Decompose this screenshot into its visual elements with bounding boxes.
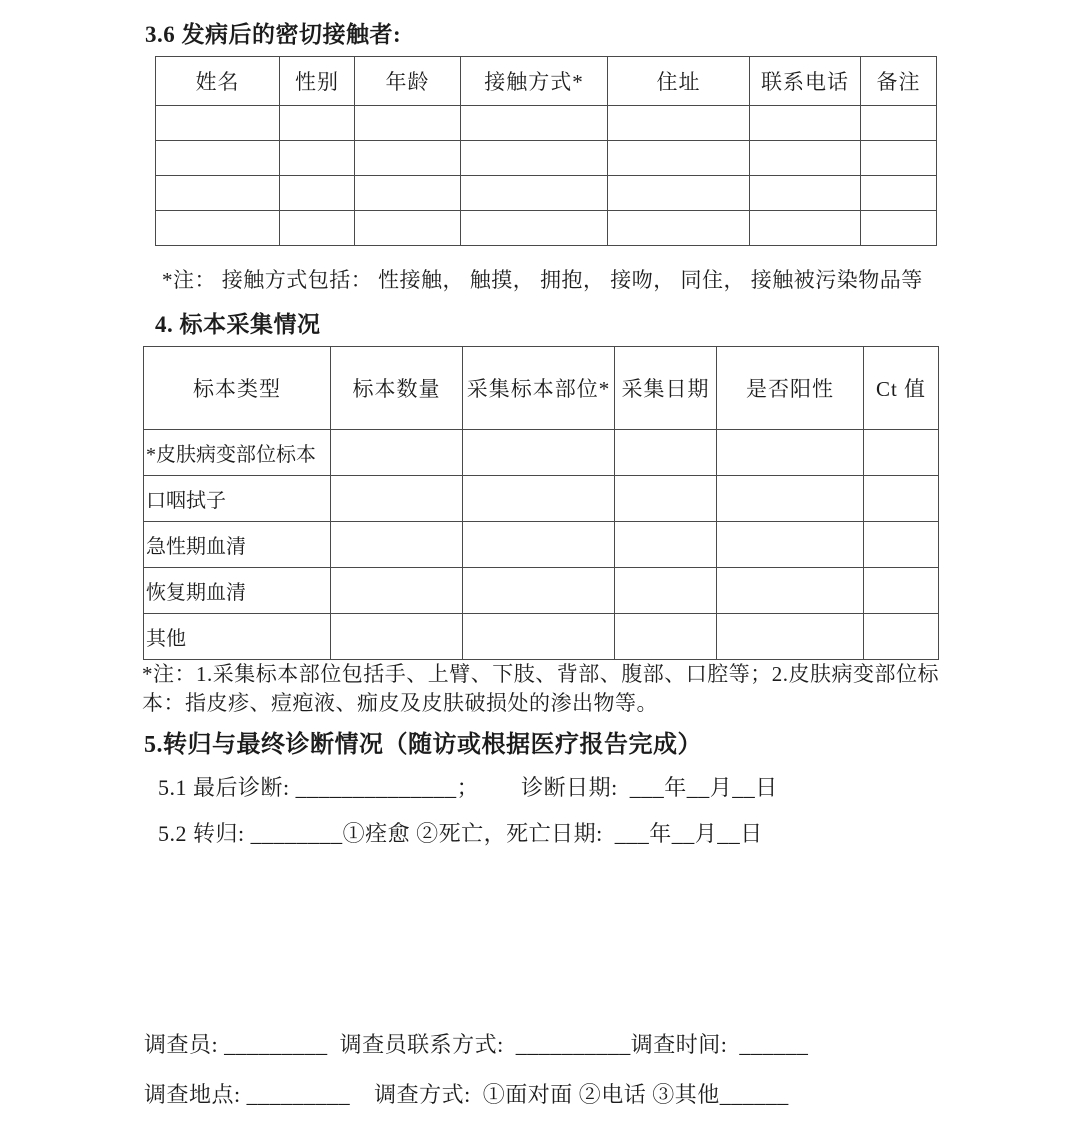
empty-cell — [717, 430, 864, 476]
specimen-row-other — [144, 614, 939, 660]
empty-cell — [750, 211, 861, 246]
empty-cell — [280, 176, 355, 211]
empty-cell — [463, 430, 615, 476]
empty-cell — [615, 476, 717, 522]
final-diagnosis-line: 5.1 最后诊断: ______________； 诊断日期: ___年__月__日 — [158, 775, 778, 800]
empty-cell — [615, 430, 717, 476]
contacts-col-name: 姓名 — [156, 57, 280, 106]
specimen-row-label-other: 其他 — [144, 614, 331, 660]
empty-cell — [463, 522, 615, 568]
empty-cell — [608, 211, 750, 246]
empty-cell — [156, 176, 280, 211]
empty-cell — [461, 176, 608, 211]
empty-cell — [608, 141, 750, 176]
empty-cell — [461, 211, 608, 246]
empty-cell — [156, 106, 280, 141]
specimen-col-ct-value: Ct 值 — [864, 347, 939, 430]
contacts-col-address: 住址 — [608, 57, 750, 106]
contacts-table — [155, 56, 937, 246]
empty-cell — [717, 522, 864, 568]
empty-cell — [864, 430, 939, 476]
specimen-row-convalescent-serum — [144, 568, 939, 614]
contacts-col-remarks: 备注 — [861, 57, 937, 106]
empty-cell — [355, 176, 461, 211]
empty-cell — [156, 141, 280, 176]
specimen-row-label-acute-serum: 急性期血清 — [144, 522, 331, 568]
contacts-col-gender: 性别 — [280, 57, 355, 106]
specimen-note: *注：1.采集标本部位包括手、上臂、下肢、背部、腹部、口腔等；2.皮肤病变部位标本：指皮疹、痘疱液、痂皮及皮肤破损处的渗出物等。 — [142, 662, 939, 715]
section-3-6-title: 3.6 发病后的密切接触者: — [145, 22, 402, 47]
empty-cell — [717, 614, 864, 660]
empty-cell — [750, 106, 861, 141]
specimen-table — [143, 346, 939, 660]
empty-cell — [463, 614, 615, 660]
empty-cell — [280, 211, 355, 246]
empty-cell — [355, 141, 461, 176]
empty-cell — [461, 106, 608, 141]
contacts-header-row — [156, 57, 937, 106]
empty-cell — [864, 522, 939, 568]
section-4-title: 4. 标本采集情况 — [155, 312, 321, 337]
specimen-row-skin-lesion — [144, 430, 939, 476]
empty-cell — [331, 522, 463, 568]
specimen-col-site: 采集标本部位* — [463, 347, 615, 430]
empty-cell — [280, 141, 355, 176]
empty-cell — [615, 614, 717, 660]
empty-cell — [750, 141, 861, 176]
specimen-header-row — [144, 347, 939, 430]
contacts-col-contact-method: 接触方式* — [461, 57, 608, 106]
empty-cell — [280, 106, 355, 141]
empty-cell — [864, 614, 939, 660]
empty-cell — [861, 211, 937, 246]
empty-cell — [864, 568, 939, 614]
empty-cell — [861, 176, 937, 211]
empty-cell — [331, 614, 463, 660]
specimen-col-quantity: 标本数量 — [331, 347, 463, 430]
empty-cell — [608, 176, 750, 211]
specimen-row-acute-serum — [144, 522, 939, 568]
empty-cell — [461, 141, 608, 176]
investigation-location-line: 调查地点: _________ 调查方式: ①面对面 ②电话 ③其他______ — [144, 1082, 789, 1107]
section-5-title: 5.转归与最终诊断情况（随访或根据医疗报告完成） — [144, 732, 702, 758]
contacts-empty-row — [156, 141, 937, 176]
contacts-empty-row — [156, 176, 937, 211]
empty-cell — [717, 476, 864, 522]
contacts-col-phone: 联系电话 — [750, 57, 861, 106]
empty-cell — [615, 568, 717, 614]
empty-cell — [355, 106, 461, 141]
empty-cell — [355, 211, 461, 246]
contacts-col-age: 年龄 — [355, 57, 461, 106]
empty-cell — [463, 568, 615, 614]
specimen-row-oropharyngeal-swab — [144, 476, 939, 522]
empty-cell — [861, 106, 937, 141]
empty-cell — [331, 430, 463, 476]
specimen-row-label-convalescent-serum: 恢复期血清 — [144, 568, 331, 614]
empty-cell — [864, 476, 939, 522]
empty-cell — [331, 568, 463, 614]
empty-cell — [331, 476, 463, 522]
empty-cell — [861, 141, 937, 176]
investigator-line: 调查员: _________ 调查员联系方式: __________调查时间: ______ — [144, 1032, 809, 1057]
specimen-col-type: 标本类型 — [144, 347, 331, 430]
empty-cell — [608, 106, 750, 141]
specimen-col-date: 采集日期 — [615, 347, 717, 430]
contacts-note: *注： 接触方式包括： 性接触， 触摸， 拥抱， 接吻， 同住， 接触被污染物品等 — [162, 268, 923, 292]
empty-cell — [615, 522, 717, 568]
empty-cell — [156, 211, 280, 246]
outcome-line: 5.2 转归: ________①痊愈 ②死亡，死亡日期: ___年__月__日 — [158, 821, 763, 846]
empty-cell — [717, 568, 864, 614]
empty-cell — [463, 476, 615, 522]
specimen-col-positive: 是否阳性 — [717, 347, 864, 430]
contacts-empty-row — [156, 211, 937, 246]
contacts-empty-row — [156, 106, 937, 141]
specimen-row-label-skin-lesion: *皮肤病变部位标本 — [144, 430, 331, 476]
specimen-row-label-oropharyngeal-swab: 口咽拭子 — [144, 476, 331, 522]
empty-cell — [750, 176, 861, 211]
